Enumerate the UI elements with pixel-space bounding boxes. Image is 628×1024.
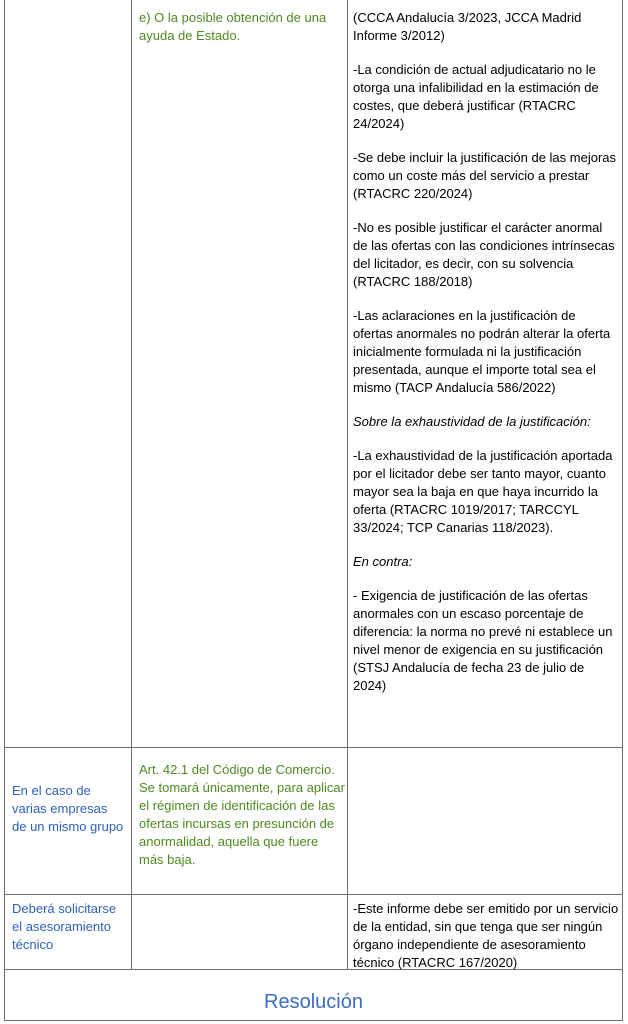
column-divider	[131, 0, 132, 970]
row2-col2-text: Art. 42.1 del Código de Comercio. Se tomará únicamente, para aplicar el régimen de identificación de las ofertas incursas en presunción de anormalidad, aquella que fuere más baja.	[139, 762, 345, 867]
document-table	[4, 0, 623, 1024]
row1-col2-text: e) O la posible obtención de una ayuda de Estado.	[139, 10, 327, 43]
row-divider	[4, 747, 623, 748]
table-right-border	[622, 0, 623, 1021]
jurisprudence-paragraph: -No es posible justificar el carácter anormal de las ofertas con las condiciones intrínsecas del licitador, es decir, con su solvencia (RTACRC 188/2018)	[353, 220, 615, 289]
subheading-en-contra: En contra:	[353, 554, 413, 569]
jurisprudence-paragraph: (CCCA Andalucía 3/2023, JCCA Madrid Informe 3/2012)	[353, 10, 582, 43]
row3-col3-text: -Este informe debe ser emitido por un servicio de la entidad, sin que tenga que ser ningún órgano independiente de asesoramiento técnico (RTACRC 167/2020)	[353, 901, 619, 970]
table-left-border	[4, 0, 5, 1021]
jurisprudence-paragraph: -Se debe incluir la justificación de las mejoras como un coste más del servicio a prestar (RTACRC 220/2024)	[353, 150, 617, 201]
jurisprudence-paragraph: -La exhaustividad de la justificación aportada por el licitador debe ser tanto mayor, cuanto mayor sea la baja en que haya incurrido la oferta (RTACRC 1019/2017; TARCCYL 33/2024; TCP Canarias 118/2023).	[353, 448, 613, 535]
row3-col1-text: Deberá solicitarse el asesoramiento técnico	[12, 901, 117, 952]
jurisprudence-paragraph: - Exigencia de justificación de las ofertas anormales con un escaso porcentaje de diferencia: la norma no prevé ni establece un nivel menor de exigencia en su justificación (STSJ Andalucía de fecha 23 de julio de 2024)	[353, 588, 613, 693]
row2-col1-text: En el caso de varias empresas de un mismo grupo	[12, 783, 124, 834]
subheading-exhaustividad: Sobre la exhaustividad de la justificación:	[353, 414, 591, 429]
section-title: Resolución	[264, 991, 363, 1013]
row-divider	[4, 894, 623, 895]
jurisprudence-paragraph: -La condición de actual adjudicatario no le otorga una infalibilidad en la estimación de costes, que deberá justificar (RTACRC 24/2024)	[353, 62, 599, 131]
table-bottom-border	[4, 1020, 623, 1021]
row1-col3	[353, 9, 617, 711]
column-divider	[347, 0, 348, 970]
jurisprudence-paragraph: -Las aclaraciones en la justificación de ofertas anormales no podrán alterar la oferta inicialmente formulada ni la justificación presentada, aunque el importe total sea el mismo (TACP Andalucía 586/2022)	[353, 308, 611, 395]
